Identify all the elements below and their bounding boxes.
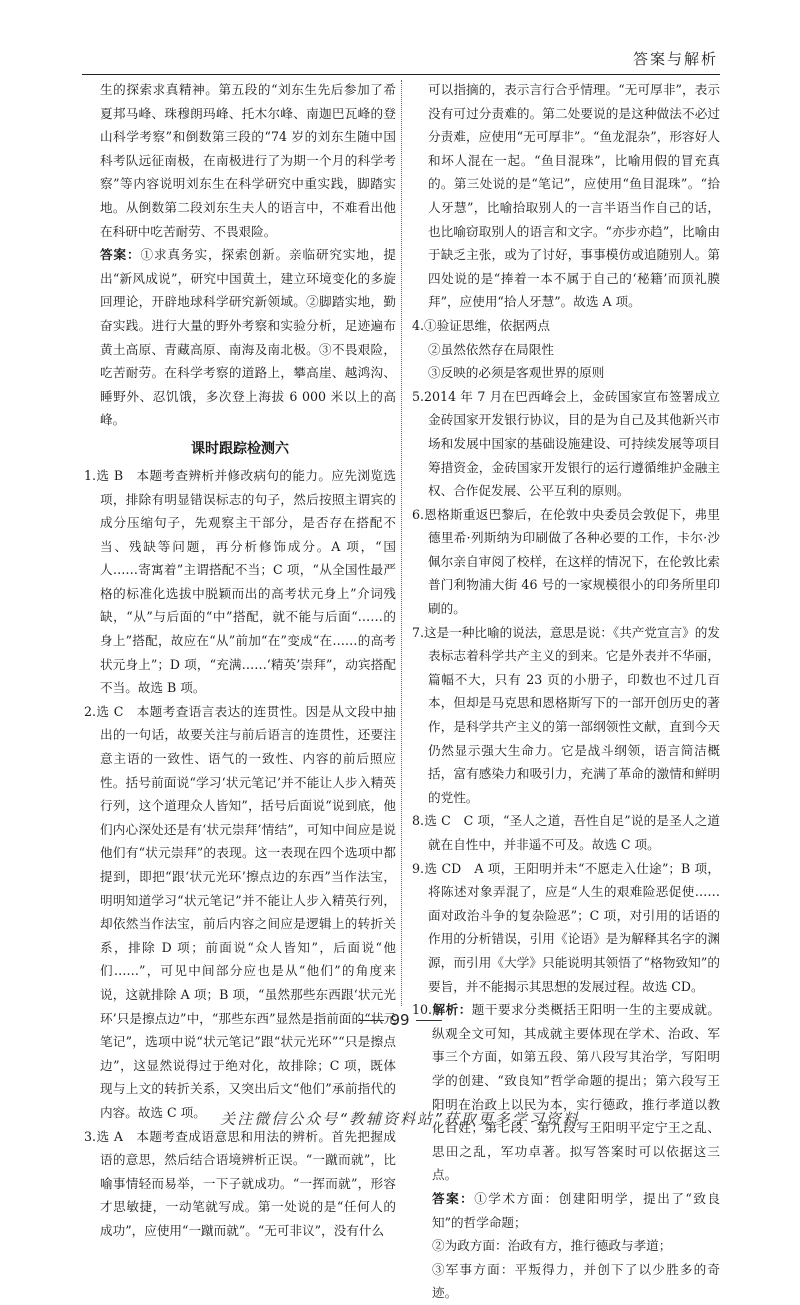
item-text: 这是一种比喻的说法，意思是说：《共产党宣言》的发表标志着科学共产主义的到来。它是外表并不华丽，篇幅不大，只有 23 页的小册子，印数也不过几百本，但却是马克思和恩格斯写下的一部开创历史的著作，是科学共产主义的第一部纲领性文献，直到今天仍然显示强大生命力。它是战斗纲领，语言简洁概括，富有感染力和吸引力，充满了革命的激情和鲜明的党性。 — [424, 624, 720, 805]
question-item — [412, 385, 720, 503]
item-number: 10. — [412, 1002, 433, 1018]
item-line: ①验证思维，依据两点 — [424, 317, 550, 333]
running-header-title: 答案与解析 — [632, 50, 718, 68]
item-number: 6. — [412, 506, 425, 522]
item-text: 选 C 本题考查语言表达的连贯性。因是从文段中抽出的一句话，故要关注与前后语言的连贯性，还要注意主语的一致性、语气的一致性、内容的前后照应性。括号前面说“学习‘状元笔记’并不能让人步入精英行列，这个道理众人皆知”，括号后面说“说到底，他们内心深处还是有‘状元崇拜’情结”，可知中间应是说他们有“状元崇拜”的表现。这一表现在四个选项中都提到，即把“跟‘状元光环’擦点边的东西”当作法宝，明明知道学习“状元笔记”并不能让人步入精英行列，却依然当作法宝，前后内容之间应是逻辑上的转折关系，排除 D 项；前面说“众人皆知”，后面说“他们……”，可见中间部分应也是从“他们”的角度来说，这就排除 A 项；B 项，“虽然那些东西跟‘状元光环’只是擦点边”中，“那些东西”显然是指前面的“状元笔记”，选项中说“状元笔记”跟“状元光环”“只是擦点边”，这显然说得过于绝对化，故排除；C 项，既体现与上文的转折关系，又突出后文“他们”承前指代的内容。故选 C 项。 — [96, 703, 396, 1120]
question-item — [412, 809, 720, 856]
answer-continuation: 生的探索求真精神。第五段的“刘东生先后参加了希夏邦马峰、珠穆朗玛峰、托木尔峰、南迦巴瓦峰的登山科学考察”和倒数第三段的“74 岁的刘东生随中国科考队远征南极，在南极进行了为期一个月的科学考察”等内容说明刘东生在科学研究中重实践，脚踏实地。从倒数第二段刘东生夫人的语言中，不难看出他在科研中吃苦耐劳、不畏艰险。 — [100, 82, 396, 239]
item-text: 2014 年 7 月在巴西峰会上，金砖国家宣布签署成立金砖国家开发银行协议，目的是为自己及其他新兴市场和发展中国家的基础设施建设、可持续发展等项目筹措资金，金砖国家开发银行的运行遵循维护金融主权、合作促发展、公平互利的原则。 — [424, 388, 720, 499]
item-text: 恩格斯重返巴黎后，在伦敦中央委员会敦促下，弗里德里希·列斯纳为印刷做了各种必要的工作，卡尔·沙佩尔亲自审阅了校样，在这样的情况下，在伦敦比索普门利物浦大街 46 号的一家规模很小的印务所里印刷的。 — [424, 506, 720, 617]
answer-line: ③军事方面：平叛得力，并创下了以少胜多的奇迹。 — [432, 1261, 720, 1301]
page-number — [0, 1011, 800, 1029]
answer-line: ②为政方面：治政有方，推行德政与孝道； — [432, 1238, 672, 1254]
item-text: 题干要求分类概括王阳明一生的主要成就。纵观全文可知，其成就主要体现在学术、治政、军事三个方面，如第五段、第八段写其治学，写阳明学的创建、“致良知”哲学命题的提出；第六段写王阳明在治政上以民为本，实行德政，推行孝道以教化百姓；第七段、第九段写王阳明平定宁王之乱、思田之乱，军功卓著。拟写答案时可以依据这三点。 — [432, 1002, 721, 1183]
item-text: 选 C C 项，“圣人之道，吾性自足”说的是圣人之道就在自性中，并非遥不可及。故选 C 项。 — [424, 813, 720, 852]
question-item — [412, 857, 720, 999]
footer-note: 关注微信公众号“教辅资料站”获取更多学习资料 — [220, 1110, 580, 1128]
item-number: 5. — [412, 388, 425, 404]
header-rule — [82, 74, 720, 75]
question-item — [412, 621, 720, 810]
item-number: 1. — [84, 467, 97, 483]
item-number: 7. — [412, 624, 425, 640]
item-line: ③反映的必须是客观世界的原则 — [428, 365, 605, 381]
question-item — [84, 464, 396, 700]
question-item — [84, 1125, 396, 1243]
answer-line: ①学术方面：创建阳明学，提出了“致良知”的哲学命题； — [432, 1190, 720, 1230]
item-text: 选 B 本题考查辨析并修改病句的能力。应先浏览选项，排除有明显错误标志的句子，然后按照主谓宾的成分压缩句子，先观察主干部分，是否存在搭配不当、残缺等问题，再分析修饰成分。A 项，“国人……寄寓着”主谓搭配不当；C 项，“从全国性最严格的标准化选拔中脱颖而出的高考状元身上”介词残缺，“从”与后面的“中”搭配，就不能与后面“……的身上”搭配，故应在“从”前加“在”变成“在……的高考状元身上”；D 项，“充满……‘精英’崇拜”，动宾搭配不当。故选 B 项。 — [96, 467, 396, 696]
answer-text: ①求真务实，探索创新。亲临研究实地，提出“新风成说”，研究中国黄土，建立环境变化的多旋回理论，开辟地球科学研究新领域。②脚踏实地，勤奋实践。进行大量的野外考察和实验分析，足迹遍布黄土高原、青藏高原、南海及南北极。③不畏艰险，吃苦耐劳。在科学考察的道路上，攀高崖、越鸿沟、睡野外、忍饥饿，多次登上海拔 6 000 米以上的高峰。 — [100, 247, 397, 428]
item-number: 3. — [84, 1128, 97, 1144]
question-item — [84, 700, 396, 1125]
section-title: 课时跟踪检测六 — [191, 440, 289, 457]
page-number-text: 99 — [390, 1011, 410, 1029]
item-text: 选 CD A 项，王阳明并未“不愿走入仕途”；B 项，将陈述对象弄混了，应是“人生的艰难险恶促使……面对政治斗争的复杂险恶”；C 项，对引用的话语的作用的分析错误，引用《论语》是为解释其名字的渊源，而引用《大学》只能说明其领悟了“格物致知”的要旨，并不能揭示其思想的发展过程。故选 CD。 — [424, 860, 720, 994]
item-number: 4. — [412, 317, 425, 333]
item-line: ②虽然依然存在局限性 — [428, 341, 554, 357]
item-number: 8. — [412, 813, 425, 829]
analysis-label: 解析： — [432, 1002, 472, 1018]
column-divider — [401, 80, 402, 1006]
question-item — [412, 503, 720, 621]
item-number: 2. — [84, 703, 97, 719]
question-item — [412, 314, 720, 338]
answer-label: 答案： — [432, 1190, 475, 1206]
answer-label: 答案： — [100, 247, 141, 263]
answer-paragraph — [84, 243, 396, 432]
item-number: 9. — [412, 860, 425, 876]
answer-paragraph — [412, 1187, 720, 1234]
item-text: 选 A 本题考查成语意思和用法的辨析。首先把握成语的意思，然后结合语境辨析正误。“一蹴而就”，比喻事情轻而易举，一下子就成功。“一挥而就”，形容才思敏捷，一动笔就写成。第一处说的是“任何人的成功”，应使用“一蹴而就”。“无可非议”，没有什么 — [96, 1128, 396, 1238]
left-column — [84, 78, 396, 1243]
item-3-continuation: 可以指摘的，表示言行合乎情理。“无可厚非”，表示没有可过分责难的。第二处要说的是这种做法不必过分责难，应使用“无可厚非”。“鱼龙混杂”，形容好人和坏人混在一起。“鱼目混珠”，比喻用假的冒充真的。第三处说的是“笔记”，应使用“鱼目混珠”。“拾人牙慧”，比喻拾取别人的一言半语当作自己的话，也比喻窃取别人的语言和文字。“亦步亦趋”，比喻由于缺乏主张，或为了讨好，事事模仿或追随别人。第四处说的是“捧着一本不属于自己的‘秘籍’而顶礼膜拜”，应使用“拾人牙慧”。故选 A 项。 — [428, 82, 720, 310]
